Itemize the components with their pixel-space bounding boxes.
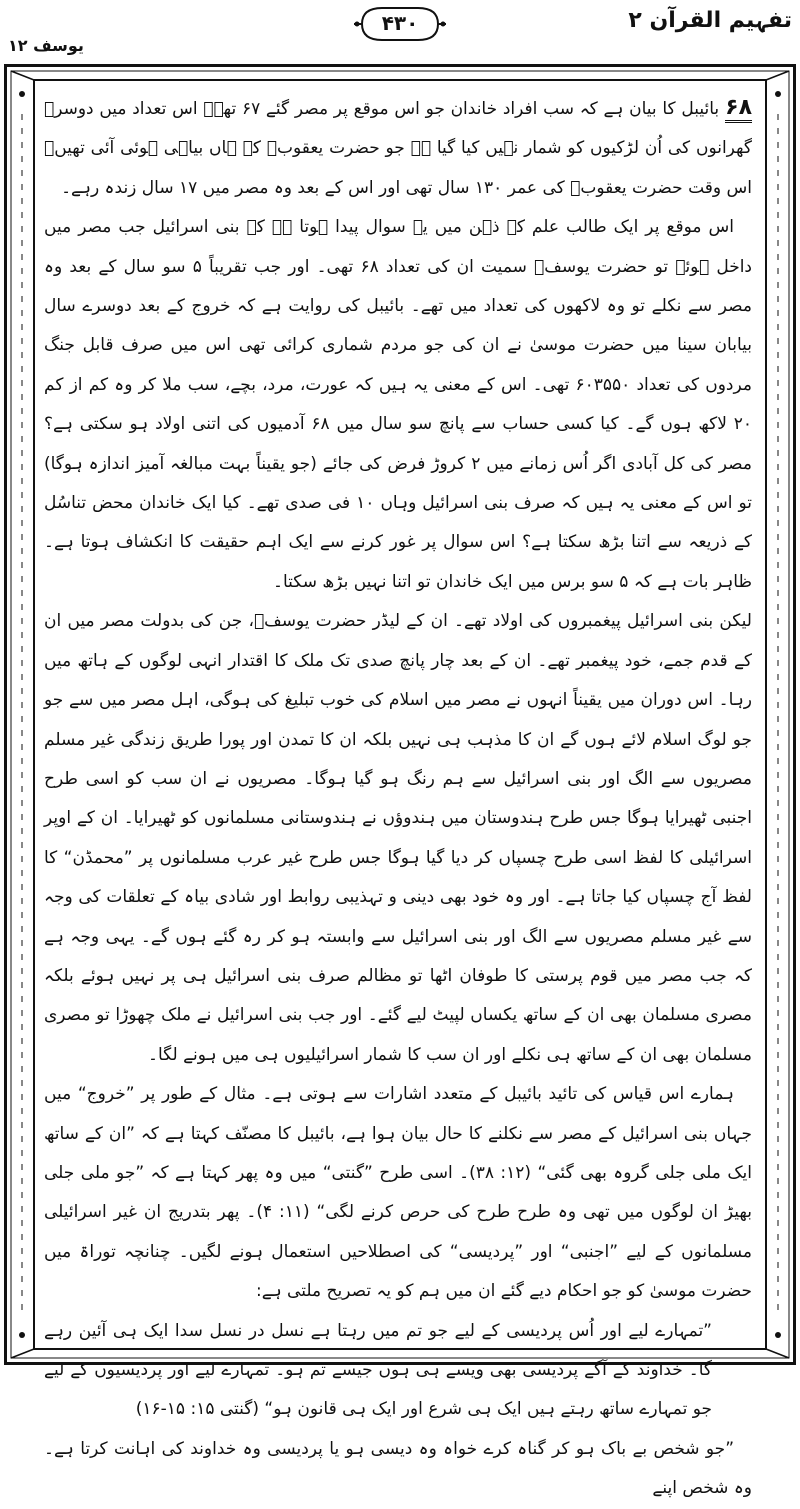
note-paragraph-5 (44, 1430, 752, 1509)
page-number: ۴۳۰ (381, 11, 419, 35)
page-number-cartouche (352, 4, 448, 44)
paragraph-text: بائیبل کا بیان ہے کہ سب افراد خاندان جو اس موقع پر مصر گئے ۶۷ تھے۔ اس تعداد میں دوسرے گھرانوں کی اُن لڑکیوں کو شمار نہیں کیا گیا ہے جو حضرت یعقوبؑ کے ہاں بیاہی ہوئی آئی تھیں۔ اس وقت حضرت یعقوبؑ کی عمر ۱۳۰ سال تھی اور اس کے بعد وہ مصر میں ۱۷ سال زندہ رہے۔ (44, 99, 752, 198)
page-header (0, 0, 800, 60)
scripture-quote: ”تمہارے لیے اور اُس پردیسی کے لیے جو تم میں رہتا ہے نسل در نسل سدا ایک ہی آئین رہے گا۔ خداوند کے آگے پردیسی بھی ویسے ہی ہوں جیسے تم ہو۔ تمہارے لیے اور پردیسیوں کے لیے جو تمہارے ساتھ رہتے ہیں ایک ہی شرع اور ایک ہی قانون ہو“ (گنتی ۱۵: ۱۵-۱۶) (44, 1320, 712, 1420)
note-number: ۶۸ (725, 95, 752, 123)
paragraph-text: ہمارے اس قیاس کی تائید بائیبل کے متعدد اشارات سے ہوتی ہے۔ مثال کے طور پر ”خروج“ میں جہاں بنی اسرائیل کے مصر سے نکلنے کا حال بیان ہوا ہے، بائیبل کا مصنّف کہتا ہے کہ ”ان کے ساتھ ایک ملی جلی گروہ بھی گئی“ (۱۲: ۳۸)۔ اسی طرح ”گنتی“ میں وہ پھر کہتا ہے کہ ”جو ملی جلی بھیڑ ان لوگوں میں تھی وہ طرح طرح کی حرص کرنے لگی“ (۱۱: ۴)۔ پھر بتدریج ان غیر اسرائیلی مسلمانوں کے لیے ”اجنبی“ اور ”پردیسی“ کی اصطلاحیں استعمال ہونے لگیں۔ چنانچہ توراۃ میں حضرت موسیٰ کو جو احکام دیے گئے ان میں ہم کو یہ تصریح ملتی ہے: (44, 1084, 753, 1302)
surah-name: یوسف ۱۲ (8, 36, 84, 55)
paragraph-text: لیکن بنی اسرائیل پیغمبروں کی اولاد تھے۔ ان کے لیڈر حضرت یوسفؑ، جن کی بدولت مصر میں ان کے قدم جمے، خود پیغمبر تھے۔ ان کے بعد چار پانچ صدی تک ملک کا اقتدار انہی لوگوں کے ہاتھ میں رہا۔ اس دوران میں یقیناً انہوں نے مصر میں اسلام کی خوب تبلیغ کی ہوگی، اہل مصر میں سے جو جو لوگ اسلام لائے ہوں گے ان کا مذہب ہی نہیں بلکہ ان کا تمدن اور پورا طریق زندگی غیر مسلم مصریوں سے الگ اور بنی اسرائیل سے ہم رنگ ہو گیا ہوگا۔ مصریوں نے ان سب کو اسی طرح اجنبی ٹھیرایا ہوگا جس طرح ہندوستان میں ہندوؤں نے ہندوستانی مسلمانوں کو ٹھیرایا۔ ان کے اوپر اسرائیلی کا لفظ اسی طرح چسپاں کر دیا گیا ہوگا جس طرح غیر عرب مسلمانوں پر ”محمڈن“ کا لفظ آج چسپاں کیا جاتا ہے۔ اور وہ خود بھی دینی و تہذیبی روابط اور شادی بیاہ کے تعلقات کی وجہ سے غیر مسلم مصریوں سے الگ اور بنی اسرائیل سے وابستہ ہو کر رہ گئے ہوں گے۔ یہی وجہ ہے کہ جب مصر میں قوم پرستی کا طوفان اٹھا تو مظالم صرف بنی اسرائیل ہی پر نہیں ہوئے بلکہ مصری مسلمان بھی ان کے ساتھ یکساں لپیٹ لیے گئے۔ اور جب بنی اسرائیل نے ملک چھوڑا تو مصری مسلمان بھی ان کے ساتھ ہی نکلے اور ان سب کا شمار اسرائیلیوں ہی میں ہونے لگا۔ (44, 611, 752, 1065)
commentary-text (44, 88, 753, 1499)
note-paragraph-4 (44, 1075, 752, 1311)
note-paragraph-2 (44, 208, 752, 602)
paragraph-text: اس موقع پر ایک طالب علم کے ذہن میں یہ سوال پیدا ہوتا ہے کہ بنی اسرائیل جب مصر میں داخل ہوئے تو حضرت یوسفؑ سمیت ان کی تعداد ۶۸ تھی۔ اور جب تقریباً ۵ سو سال کے بعد وہ مصر سے نکلے تو وہ لاکھوں کی تعداد میں تھے۔ بائیبل کی روایت ہے کہ خروج کے بعد دوسرے سال بیابان سینا میں حضرت موسیٰ نے ان کی جو مردم شماری کرائی تھی اس میں صرف قابل جنگ مردوں کی تعداد ۶۰۳۵۵۰ تھی۔ اس کے معنی یہ ہیں کہ عورت، مرد، بچے، سب ملا کر وہ کم از کم ۲۰ لاکھ ہوں گے۔ کیا کسی حساب سے پانچ سو سال میں ۶۸ آدمیوں کی اتنی اولاد ہو سکتی ہے؟ مصر کی کل آبادی اگر اُس زمانے میں ۲ کروڑ فرض کی جائے (جو یقیناً بہت مبالغہ آمیز اندازہ ہوگا) تو اس کے معنی یہ ہیں کہ صرف بنی اسرائیل وہاں ۱۰ فی صدی تھے۔ کیا ایک خاندان محض تناسُل کے ذریعہ سے اتنا بڑھ سکتا ہے؟ اس سوال پر غور کرنے سے ایک اہم حقیقت کا انکشاف ہوتا ہے۔ ظاہر بات ہے کہ ۵ سو برس میں ایک خاندان تو اتنا نہیں بڑھ سکتا۔ (44, 217, 753, 592)
note-paragraph-1 (44, 88, 752, 208)
note-paragraph-3 (44, 602, 752, 1075)
paragraph-text: ”جو شخص بے باک ہو کر گناہ کرے خواہ وہ دیسی ہو یا پردیسی وہ خداوند کی اہانت کرتا ہے۔ وہ شخص اپنے (44, 1438, 752, 1499)
book-title: تفہیم القرآن ۲ (628, 8, 792, 33)
